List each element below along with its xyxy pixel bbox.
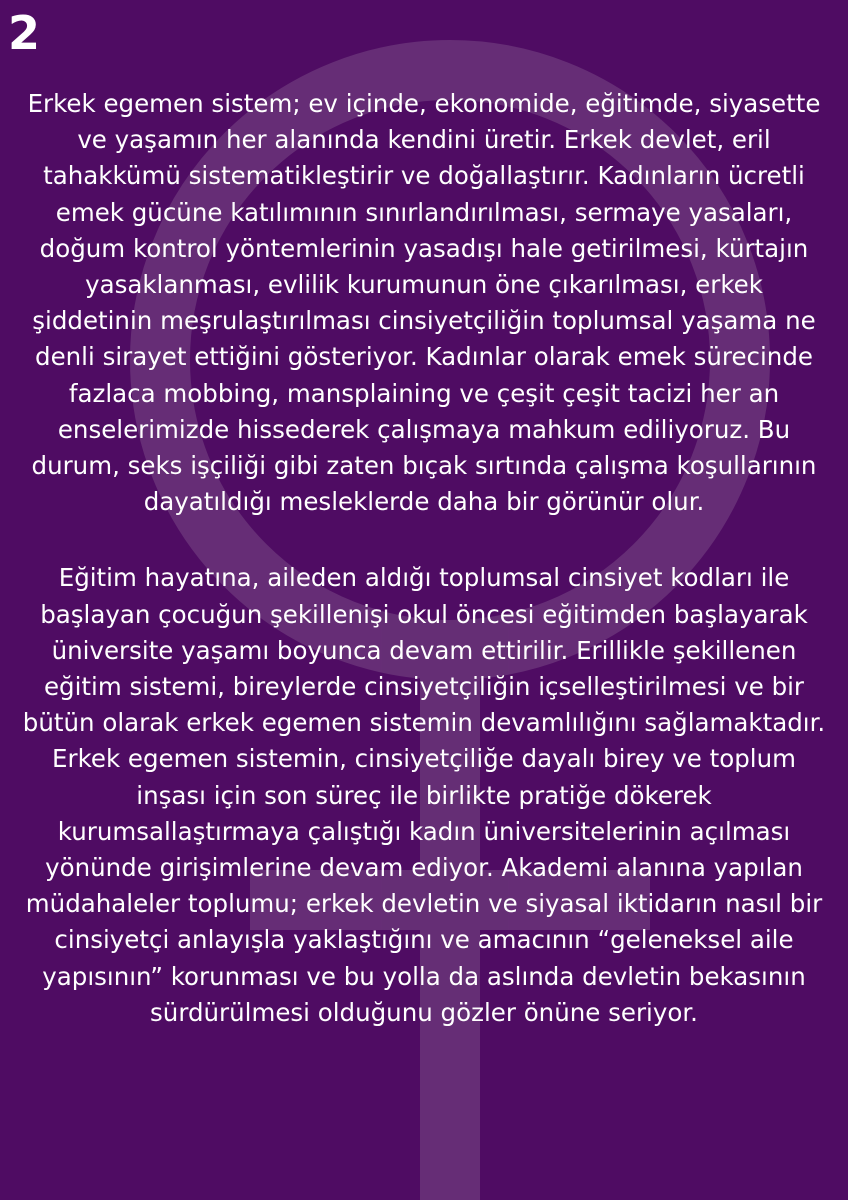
paragraph-patriarchy: Erkek egemen sistem; ev içinde, ekonomide, eğitimde, siyasette ve yaşamın her alanında kendini üretir. Erkek devlet, eril tahakkümü sistematikleştirir ve doğallaştırır. Kadınların ücretli emek gücüne katılımının sınırlandırılması, sermaye yasaları, doğum kontrol yöntemlerinin yasadışı hale getirilmesi, kürtajın yasaklanması, evlilik kurumunun öne çıkarılması, erkek şiddetinin meşrulaştırılması cinsiyetçiliğin toplumsal yaşama ne denli sirayet ettiğini gösteriyor. Kadınlar olarak emek sürecinde fazlaca mobbing, mansplaining ve çeşit çeşit tacizi her an enselerimizde hissederek çalışmaya mahkum ediliyoruz. Bu durum, seks işçiliği gibi zaten bıçak sırtında çalışma koşullarının dayatıldığı mesleklerde daha bir görünür olur. [27,89,821,517]
page-number: 2 [8,6,40,60]
article-body [22,86,826,1031]
paragraph-education: Eğitim hayatına, aileden aldığı toplumsal cinsiyet kodları ile başlayan çocuğun şekillenişi okul öncesi eğitimden başlayarak üniversite yaşamı boyunca devam ettirilir. Erillikle şekillenen eğitim sistemi, bireylerde cinsiyetçiliğin içselleştirilmesi ve bir bütün olarak erkek egemen sistemin devamlılığını sağlamaktadır. Erkek egemen sistemin, cinsiyetçiliğe dayalı birey ve toplum inşası için son süreç ile birlikte pratiğe dökerek kurumsallaştırmaya çalıştığı kadın üniversitelerinin açılması yönünde girişimlerine devam ediyor. Akademi alanına yapılan müdahaleler toplumu; erkek devletin ve siyasal iktidarın nasıl bir cinsiyetçi anlayışla yaklaştığını ve amacının “geleneksel aile yapısının” korunması ve bu yolla da aslında devletin bekasının sürdürülmesi olduğunu gözler önüne seriyor. [22,563,826,1027]
